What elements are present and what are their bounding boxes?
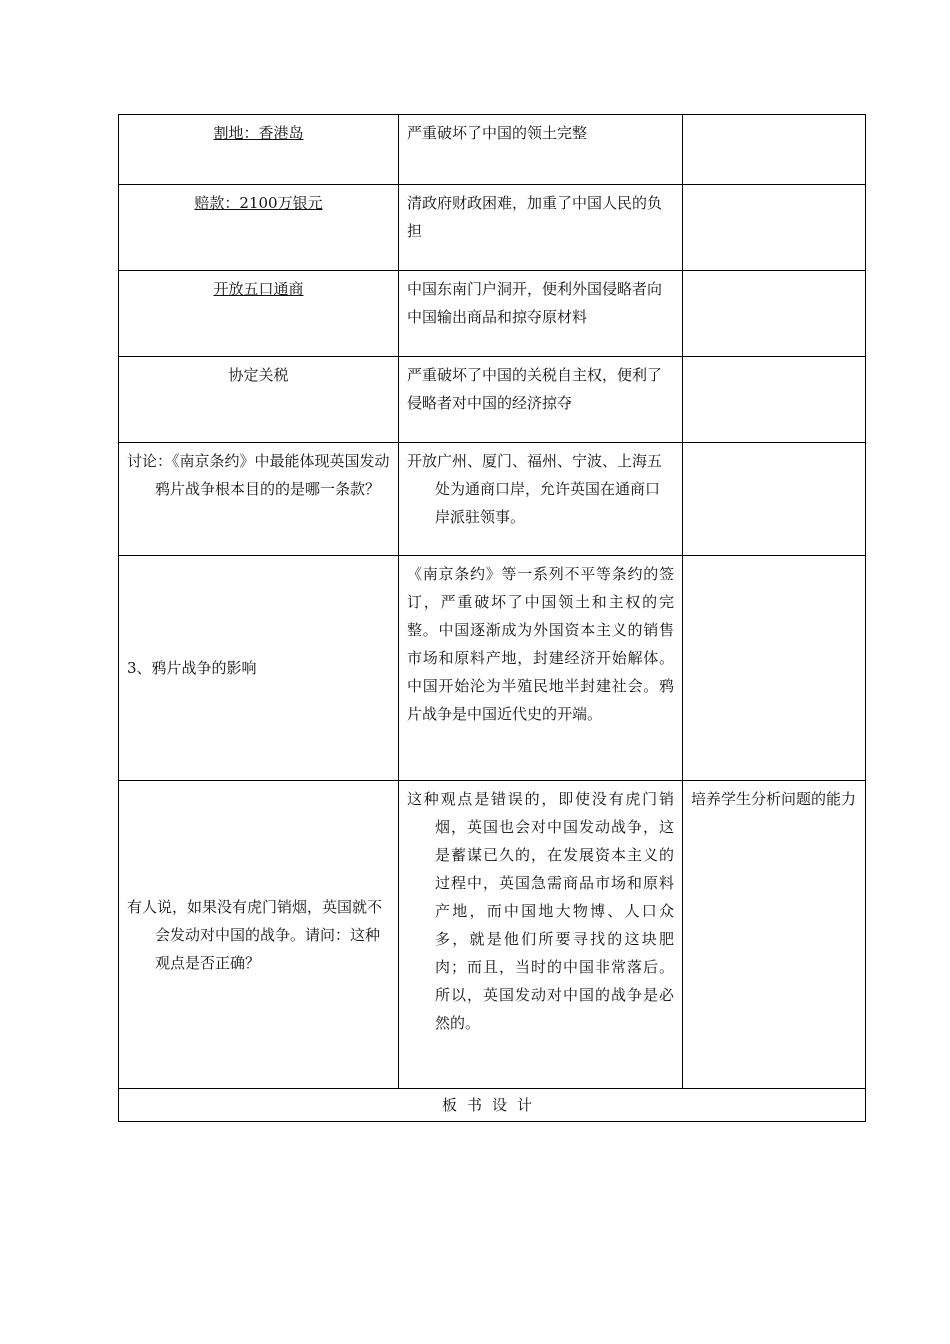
row-note xyxy=(683,556,866,781)
row-note xyxy=(683,115,866,185)
row-explanation: 中国东南门户洞开，便利外国侵略者向中国输出商品和掠夺原材料 xyxy=(399,271,683,357)
table-row xyxy=(119,443,866,556)
row-topic: 赔款：2100万银元 xyxy=(194,194,323,212)
impact-text: 《南京条约》等一系列不平等条约的签订，严重破坏了中国领土和主权的完整。中国逐渐成为外国资本主义的销售市场和原料产地，封建经济开始解体。中国开始沦为半殖民地半封建社会。鸦片战争是中国近代史的开端。 xyxy=(399,556,683,781)
discussion-question: 讨论：《南京条约》中最能体现英国发动鸦片战争根本目的的是哪一条款？ xyxy=(119,443,399,556)
row-note xyxy=(683,443,866,556)
row-topic: 割地：香港岛 xyxy=(213,124,304,142)
row-note xyxy=(683,357,866,443)
table-row xyxy=(119,556,866,781)
discussion-answer: 开放广州、厦门、福州、宁波、上海五处为通商口岸，允许英国在通商口岸派驻领事。 xyxy=(399,443,683,556)
table-row xyxy=(119,1089,866,1122)
row-note xyxy=(683,185,866,271)
cell-cession xyxy=(119,115,399,185)
row-topic: 协定关税 xyxy=(119,357,399,443)
table-row xyxy=(119,115,866,185)
row-explanation: 严重破坏了中国的关税自主权，便利了侵略者对中国的经济掠夺 xyxy=(399,357,683,443)
opinion-answer: 这种观点是错误的，即使没有虎门销烟，英国也会对中国发动战争，这是蓄谋已久的，在发展资本主义的过程中，英国急需商品市场和原料产地，而中国地大物博、人口众多，就是他们所要寻找的这块肥肉；而且，当时的中国非常落后。所以，英国发动对中国的战争是必然的。 xyxy=(399,781,683,1089)
impact-heading: 3、鸦片战争的影响 xyxy=(119,556,399,781)
table-row xyxy=(119,271,866,357)
board-design-label: 板书设计 xyxy=(441,1096,542,1114)
table-row xyxy=(119,357,866,443)
cell-five-ports xyxy=(119,271,399,357)
lesson-table xyxy=(118,114,866,1122)
teaching-goal: 培养学生分析问题的能力 xyxy=(683,781,866,1089)
row-explanation: 严重破坏了中国的领土完整 xyxy=(399,115,683,185)
opinion-question: 有人说，如果没有虎门销烟，英国就不会发动对中国的战争。请问：这种观点是否正确？ xyxy=(119,781,399,1089)
cell-indemnity xyxy=(119,185,399,271)
row-topic: 开放五口通商 xyxy=(213,280,304,298)
row-explanation: 清政府财政困难，加重了中国人民的负担 xyxy=(399,185,683,271)
table-row xyxy=(119,781,866,1089)
board-design-cell xyxy=(119,1089,866,1122)
table-row xyxy=(119,185,866,271)
row-note xyxy=(683,271,866,357)
